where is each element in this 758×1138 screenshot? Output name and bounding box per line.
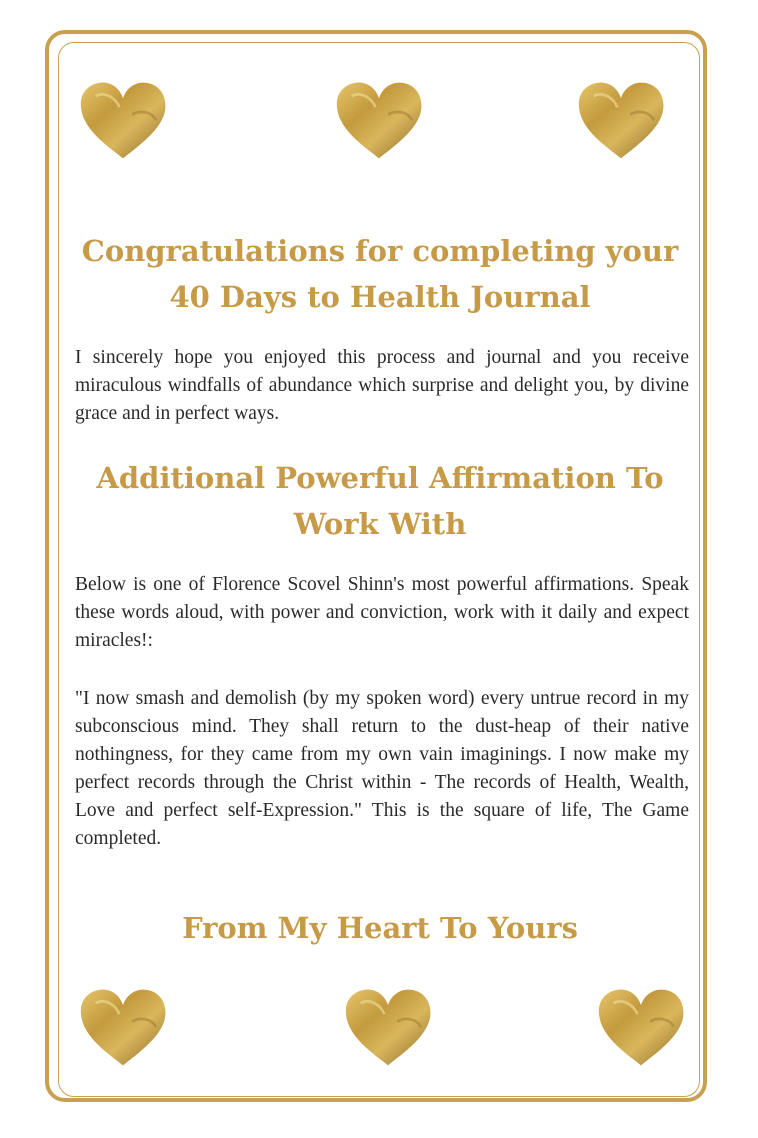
gold-heart-icon — [333, 78, 425, 162]
gold-heart-icon — [595, 985, 687, 1069]
gold-heart-icon — [77, 985, 169, 1069]
affirmation-text: "I now smash and demolish (by my spoken word) every untrue record in my subconscious mind. They shall return to the dust-heap of their native nothingness, for they came from my own vain imaginings. I now make my perfect records through the Christ within - The records of Health, Wealth, Love and perfect self-Expression." This is the square of life, The Game completed. — [75, 688, 689, 849]
section-heading — [70, 455, 690, 547]
title-line-1: Congratulations for completing your — [81, 234, 679, 268]
section-heading-line-2: Work With — [293, 507, 467, 541]
title-line-2: 40 Days to Health Journal — [169, 280, 591, 314]
gold-heart-icon — [575, 78, 667, 162]
affirmation-intro: Below is one of Florence Scovel Shinn's most powerful affirmations. Speak these words aloud, with power and conviction, work with it daily and expect miracles!: — [75, 574, 689, 651]
gold-heart-icon — [77, 78, 169, 162]
gold-heart-icon — [342, 985, 434, 1069]
page-title — [70, 228, 690, 320]
intro-paragraph: I sincerely hope you enjoyed this process and journal and you receive miraculous windfalls of abundance which surprise and delight you, by divine grace and in perfect ways. — [75, 347, 689, 424]
section-heading-line-1: Additional Powerful Affirmation To — [96, 461, 664, 495]
closing-heading: From My Heart To Yours — [182, 911, 578, 945]
